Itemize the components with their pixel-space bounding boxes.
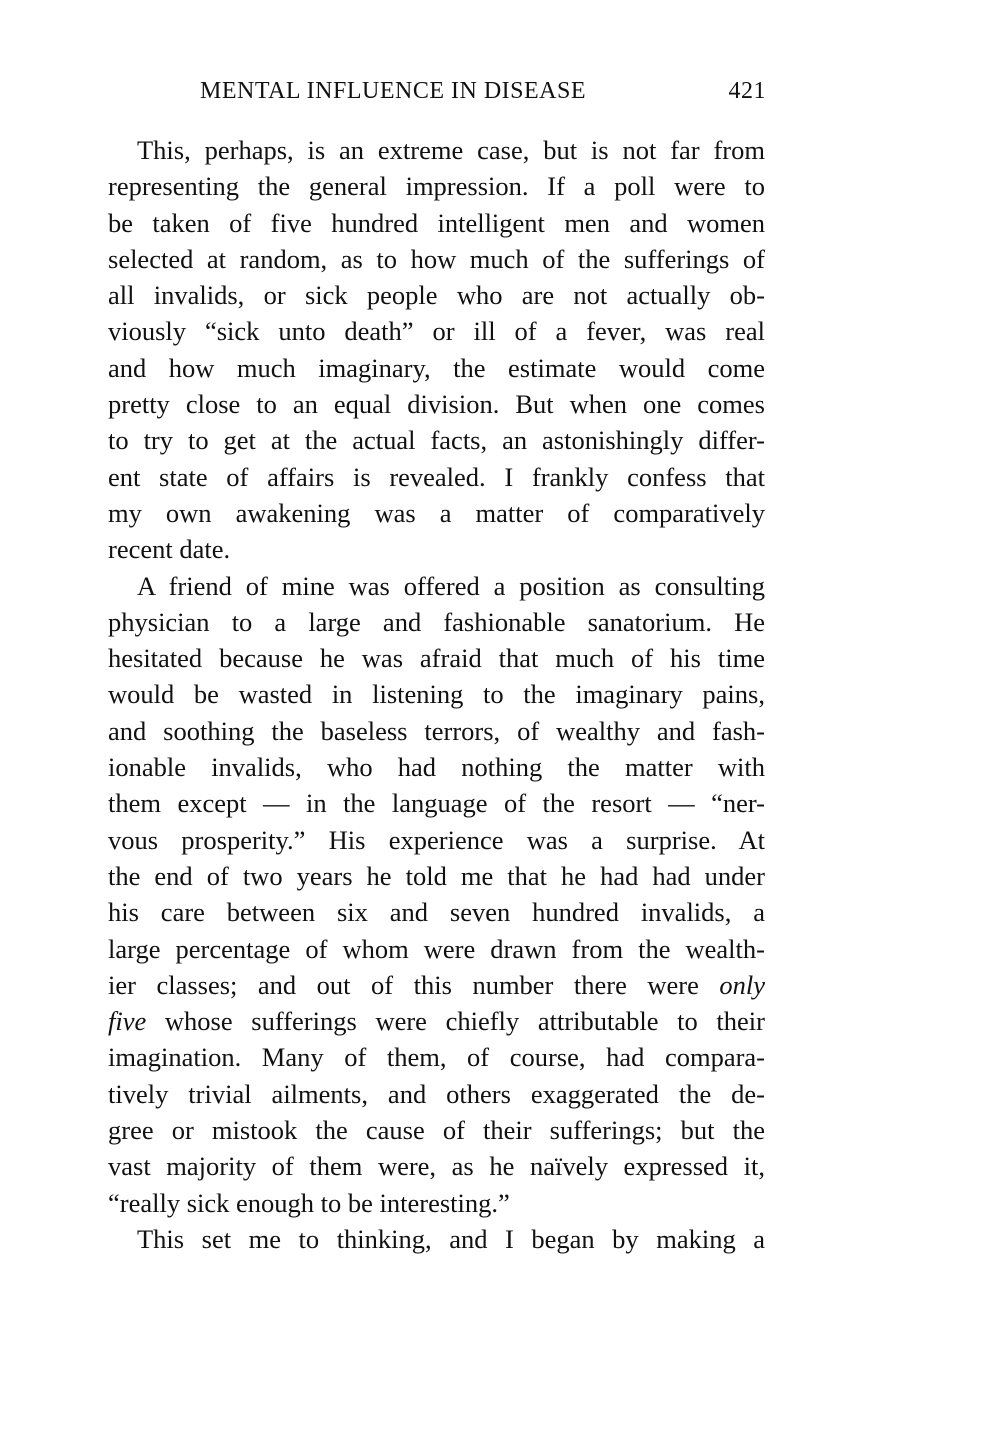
text-line: pretty close to an equal division. But when one comes [108,389,765,420]
text-line: physician to a large and fashionable sanatorium. He [108,606,765,637]
text-line: and how much imaginary, the estimate would come [108,352,765,383]
text-line: This set me to thinking, and I began by making a [137,1223,765,1254]
text-line: to try to get at the actual facts, an astonishingly differ- [108,425,765,456]
text-line: vast majority of them were, as he naïvely expressed it, [108,1151,765,1182]
text-line: A friend of mine was offered a position as consulting [137,570,765,601]
text-line: and soothing the baseless terrors, of wealthy and fash- [108,715,765,746]
text-segment: ier classes; and out of this number there were [108,969,720,1000]
running-title: MENTAL INFLUENCE IN DISEASE [200,78,586,104]
text-line: ent state of affairs is revealed. I frankly confess that [108,461,765,492]
text-line: large percentage of whom were drawn from the wealth- [108,933,765,964]
text-line: representing the general impression. If a poll were to [108,171,765,202]
text-line: This, perhaps, is an extreme case, but is not far from [137,135,765,165]
text-line: “really sick enough to be interesting.” [108,1187,510,1218]
text-line: all invalids, or sick people who are not actually ob- [108,280,765,311]
text-line: hesitated because he was afraid that much of his time [108,643,765,674]
text-line: would be wasted in listening to the imaginary pains, [108,679,765,710]
italic-text: only [719,969,765,1000]
text-line: them except — in the language of the resort — “ner- [108,788,765,819]
page-body [108,132,765,1257]
text-line: the end of two years he told me that he had had under [108,860,765,891]
text-line: his care between six and seven hundred invalids, a [108,897,765,928]
text-line: tively trivial ailments, and others exaggerated the de- [108,1078,765,1109]
text-line: recent date. [108,534,231,565]
text-line: selected at random, as to how much of the sufferings of [108,243,765,274]
text-line: my own awakening was a matter of comparatively [108,497,765,528]
text-line: viously “sick unto death” or ill of a fever, was real [108,316,765,347]
page-number: 421 [728,78,766,104]
text-segment: whose sufferings were chiefly attributable to their [146,1006,765,1037]
text-line: ionable invalids, who had nothing the matter with [108,752,765,783]
text-line [108,1003,765,1039]
text-line: imagination. Many of them, of course, had compara- [108,1042,765,1073]
text-line [108,967,765,1003]
text-line: be taken of five hundred intelligent men and women [108,207,765,238]
italic-text: five [108,1006,147,1037]
text-line: gree or mistook the cause of their sufferings; but the [108,1115,765,1146]
text-line: vous prosperity.” His experience was a surprise. At [108,824,765,855]
